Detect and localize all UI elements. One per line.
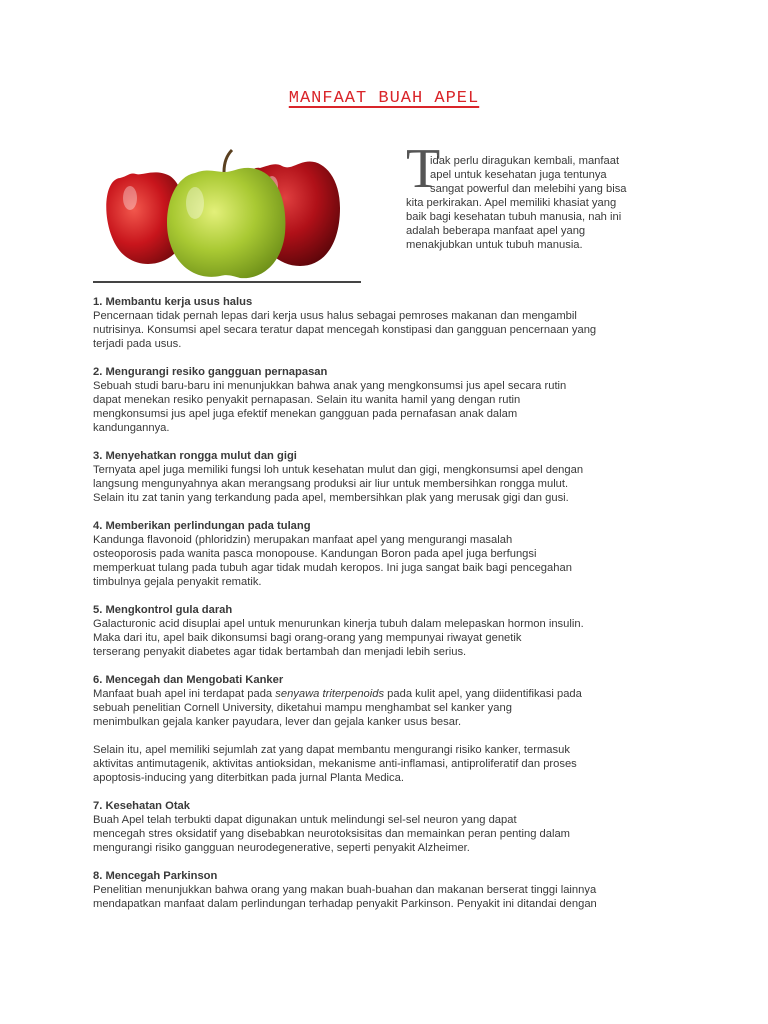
section-heading: 1. Membantu kerja usus halus: [93, 296, 253, 308]
text-line: Galacturonic acid disuplai apel untuk menurunkan kinerja tubuh dalam melepaskan hormon insulin.: [93, 618, 584, 630]
intro-line: menakjubkan untuk tubuh manusia.: [406, 239, 583, 251]
text-line: langsung mengunyahnya akan merangsang produksi air liur untuk membersihkan rongga mulut.: [93, 478, 569, 490]
section-1: [93, 295, 693, 351]
text-fragment: Manfaat buah apel ini terdapat pada: [93, 688, 276, 700]
section-heading: 2. Mengurangi resiko gangguan pernapasan: [93, 366, 328, 378]
text-line: kandungannya.: [93, 422, 170, 434]
section-text: [93, 617, 693, 659]
text-line: Ternyata apel juga memiliki fungsi loh untuk kesehatan mulut dan gigi, mengkonsumsi apel dengan: [93, 464, 584, 476]
text-line: Sebuah studi baru-baru ini menunjukkan bahwa anak yang mengkonsumsi jus apel secara rutin: [93, 380, 567, 392]
section-heading: 5. Mengkontrol gula darah: [93, 604, 233, 616]
section-8: [93, 869, 693, 911]
text-line: menimbulkan gejala kanker payudara, lever dan gejala kanker usus besar.: [93, 716, 462, 728]
intro-line: baik bagi kesehatan tubuh manusia, nah ini: [406, 211, 622, 223]
text-line: Selain itu, apel memiliki sejumlah zat yang dapat membantu mengurangi risiko kanker, termasuk: [93, 744, 570, 756]
text-line: mengkonsumsi jus apel juga efektif menekan gangguan pada pernafasan anak dalam: [93, 408, 518, 420]
intro-paragraph: [406, 154, 672, 252]
text-line: aktivitas antimutagenik, aktivitas antioksidan, mekanisme anti-inflamasi, antiproliferatif dan proses: [93, 758, 577, 770]
text-line: mengurangi risiko gangguan neurodegenerative, seperti penyakit Alzheimer.: [93, 842, 470, 854]
section-heading: 4. Memberikan perlindungan pada tulang: [93, 520, 311, 532]
section-text: [93, 687, 693, 729]
section-text: [93, 309, 693, 351]
text-line: Penelitian menunjukkan bahwa orang yang makan buah-buahan dan makanan berserat tinggi lainnya: [93, 884, 597, 896]
section-heading: 3. Menyehatkan rongga mulut dan gigi: [93, 450, 297, 462]
section-5: [93, 603, 693, 659]
text-line: mencegah stres oksidatif yang disebabkan neurotoksisitas dan memainkan peran penting dalam: [93, 828, 570, 840]
text-line: terjadi pada usus.: [93, 338, 182, 350]
text-line: sebuah penelitian Cornell University, diketahui mampu menghambat sel kanker yang: [93, 702, 512, 714]
image-underline: [93, 281, 361, 283]
text-line: Maka dari itu, apel baik dikonsumsi bagi orang-orang yang mempunyai riwayat genetik: [93, 632, 522, 644]
section-4: [93, 519, 693, 589]
text-line: Selain itu zat tanin yang terkandung pada apel, membersihkan plak yang merusak gigi dan gusi.: [93, 492, 569, 504]
page-title-text: MANFAAT BUAH APEL: [288, 89, 480, 108]
intro-line: kita perkirakan. Apel memiliki khasiat yang: [406, 197, 617, 209]
text-line: Pencernaan tidak pernah lepas dari kerja usus halus sebagai pemroses makanan dan mengambil: [93, 310, 577, 322]
section-3: [93, 449, 693, 505]
text-line: osteoporosis pada wanita pasca monopouse. Kandungan Boron pada apel juga berfungsi: [93, 548, 537, 560]
section-text: [93, 813, 693, 855]
italic-term: senyawa triterpenoids: [275, 688, 385, 700]
article-body: [93, 295, 693, 925]
section-heading: 8. Mencegah Parkinson: [93, 870, 218, 882]
text-line: [93, 687, 693, 701]
apples-image: [100, 148, 350, 283]
section-6: [93, 673, 693, 785]
text-line: nutrisinya. Konsumsi apel secara teratur dapat mencegah konstipasi dan gangguan pencernaan yang: [93, 324, 597, 336]
section-text: [93, 379, 693, 435]
page-title: [0, 89, 768, 108]
section-text: [93, 463, 693, 505]
text-line: apoptosis-inducing yang diterbitkan pada jurnal Planta Medica.: [93, 772, 404, 784]
text-line: terserang penyakit diabetes agar tidak bertambah dan menjadi lebih serius.: [93, 646, 467, 658]
text-fragment: pada kulit apel, yang diidentifikasi pada: [384, 688, 582, 700]
section-text-2: [93, 743, 693, 785]
section-2: [93, 365, 693, 435]
text-line: memperkuat tulang pada tubuh agar tidak mudah keropos. Ini juga sangat baik bagi pencegahan: [93, 562, 572, 574]
intro-line: idak perlu diragukan kembali, manfaat: [430, 155, 620, 167]
intro-line: apel untuk kesehatan juga tentunya: [430, 169, 607, 181]
text-line: Buah Apel telah terbukti dapat digunakan untuk melindungi sel-sel neuron yang dapat: [93, 814, 517, 826]
section-7: [93, 799, 693, 855]
text-line: timbulnya gejala penyakit rematik.: [93, 576, 262, 588]
section-text: [93, 883, 693, 911]
text-line: mendapatkan manfaat dalam perlindungan terhadap penyakit Parkinson. Penyakit ini ditandai dengan: [93, 898, 597, 910]
intro-line: sangat powerful dan melebihi yang bisa: [430, 183, 627, 195]
section-text: [93, 533, 693, 589]
section-heading: 7. Kesehatan Otak: [93, 800, 191, 812]
intro-dropcap: T: [406, 138, 441, 200]
text-line: dapat menekan resiko penyakit pernapasan. Selain itu wanita hamil yang dengan rutin: [93, 394, 521, 406]
intro-line: adalah beberapa manfaat apel yang: [406, 225, 586, 237]
section-heading: 6. Mencegah dan Mengobati Kanker: [93, 674, 284, 686]
text-line: Kandunga flavonoid (phloridzin) merupakan manfaat apel yang mengurangi masalah: [93, 534, 513, 546]
